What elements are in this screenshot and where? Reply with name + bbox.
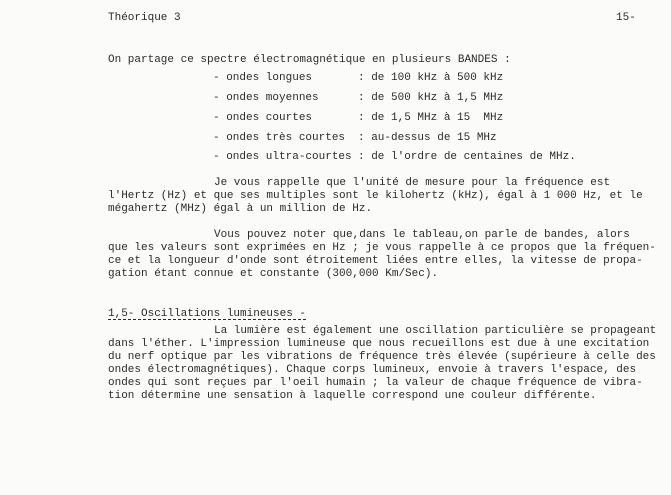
paragraph-line: gation étant connue et constante (300,000 Km/Sec). (108, 268, 439, 280)
band-range: : de 100 kHz à 500 kHz (358, 72, 504, 84)
header-title: Théorique 3 (108, 12, 181, 24)
paragraph-line: ondes qui sont reçues par l'oeil humain ; la valeur de chaque fréquence de vibra- (108, 377, 643, 389)
band-range: : de 1,5 MHz à 15 MHz (358, 112, 504, 124)
paragraph-line: Je vous rappelle que l'unité de mesure pour la fréquence est (214, 177, 611, 189)
band-range: : de 500 kHz à 1,5 MHz (358, 92, 504, 104)
intro-line: On partage ce spectre électromagnétique en plusieurs BANDES : (108, 54, 511, 66)
band-range: : de l'ordre de centaines de MHz. (358, 151, 576, 163)
band-name: - ondes longues (213, 72, 313, 84)
band-name: - ondes très courtes (213, 132, 346, 144)
paragraph-line: mégahertz (MHz) égal à un million de Hz. (108, 203, 373, 215)
paragraph-line: l'Hertz (Hz) et que ses multiples sont le kilohertz (kHz), égal à 1 000 Hz, et le (108, 190, 643, 202)
paragraph-line: dans l'éther. L'impression lumineuse que nous recueillons est due à une excitation (108, 338, 650, 350)
paragraph-line: tion détermine une sensation à laquelle correspond une couleur différente. (108, 390, 597, 402)
paragraph-line: Vous pouvez noter que,dans le tableau,on parle de bandes, alors (214, 229, 630, 241)
page-number: 15- (616, 12, 636, 24)
paragraph-line: La lumière est également une oscillation particulière se propageant (214, 325, 657, 337)
band-name: - ondes courtes (213, 112, 313, 124)
paragraph-line: que les valeurs sont exprimées en Hz ; je vous rappelle à ce propos que la fréquen- (108, 242, 656, 254)
band-name: - ondes moyennes (213, 92, 319, 104)
band-range: : au-dessus de 15 MHz (358, 132, 497, 144)
band-name: - ondes ultra-courtes (213, 151, 352, 163)
paragraph-line: du nerf optique par les vibrations de fréquence très élevée (supérieure à celle des (108, 351, 656, 363)
section-heading: 1,5- Oscillations lumineuses - (108, 308, 307, 320)
paragraph-line: ondes électromagnétiques). Chaque corps lumineux, envoie à travers l'espace, des (108, 364, 637, 376)
paragraph-line: ce et la longueur d'onde sont étroitement liées entre elles, la vitesse de propa- (108, 255, 643, 267)
